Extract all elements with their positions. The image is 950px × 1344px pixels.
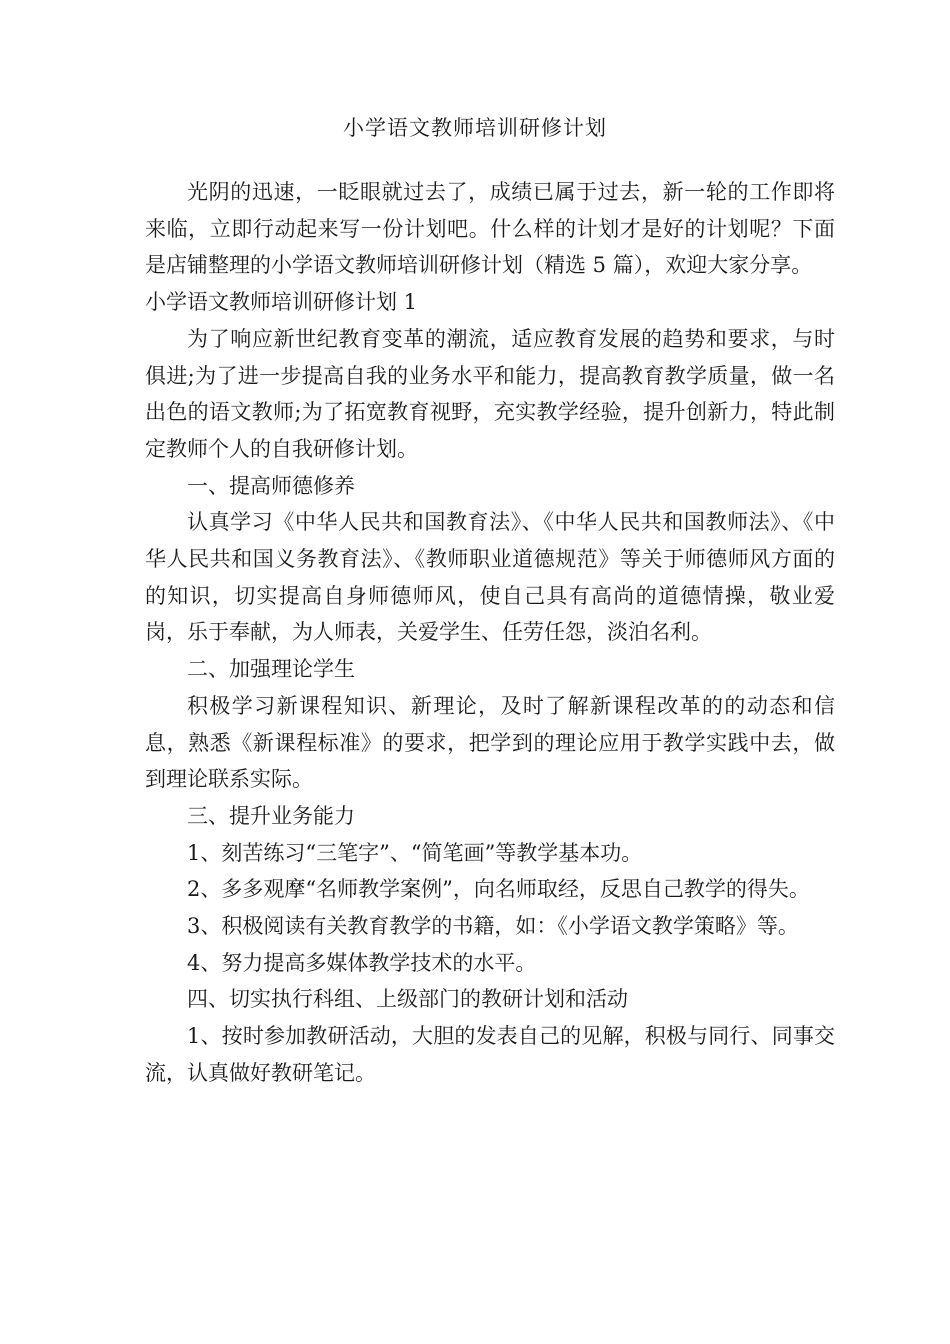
subheading-theory: 二、加强理论学生 (187, 657, 355, 682)
list-item-skill-3: 3、积极阅读有关教育教学的书籍，如：《小学语文教学策略》等。 (187, 914, 799, 939)
section-heading-plan-1: 小学语文教师培训研修计划 1 (145, 290, 418, 315)
document-title: 小学语文教师培训研修计划 (343, 116, 607, 140)
list-item-skill-2: 2、多多观摩“名师教学案例”，向名师取经，反思自己教学的得失。 (187, 877, 810, 902)
subheading-ethics: 一、提高师德修养 (187, 473, 355, 498)
subheading-skills: 三、提升业务能力 (187, 803, 355, 828)
intro-paragraph: 光阴的迅速，一眨眼就过去了，成绩已属于过去，新一轮的工作即将来临，立即行动起来写一份计划吧。什么样的计划才是好的计划呢？下面是店铺整理的小学语文教师培训研修计划（精选 5 篇），欢迎大家分享。 (145, 180, 835, 278)
list-item-skill-4: 4、努力提高多媒体教学技术的水平。 (187, 950, 537, 975)
paragraph-purpose: 为了响应新世纪教育变革的潮流，适应教育发展的趋势和要求，与时俱进;为了进一步提高自我的业务水平和能力，提高教育教学质量，做一名出色的语文教师;为了拓宽教育视野，充实教学经验，提升创新力，特此制定教师个人的自我研修计划。 (145, 326, 835, 461)
list-item-research-1: 1、按时参加教研活动，大胆的发表自己的见解，积极与同行、同事交流，认真做好教研笔记。 (145, 1024, 835, 1085)
subheading-research: 四、切实执行科组、上级部门的教研计划和活动 (187, 987, 628, 1012)
paragraph-ethics: 认真学习《中华人民共和国教育法》、《中华人民共和国教师法》、《中华人民共和国义务教育法》、《教师职业道德规范》等关于师德师风方面的的知识，切实提高自身师德师风，使自己具有高尚的道德情操，敬业爱岗，乐于奉献，为人师表，关爱学生、任劳任怨，淡泊名利。 (145, 510, 835, 645)
document-body (145, 174, 835, 1092)
list-item-skill-1: 1、刻苦练习“三笔字”、“简笔画”等教学基本功。 (187, 840, 643, 865)
paragraph-theory: 积极学习新课程知识、新理论，及时了解新课程改革的的动态和信息，熟悉《新课程标准》的要求，把学到的理论应用于教学实践中去，做到理论联系实际。 (145, 693, 835, 792)
